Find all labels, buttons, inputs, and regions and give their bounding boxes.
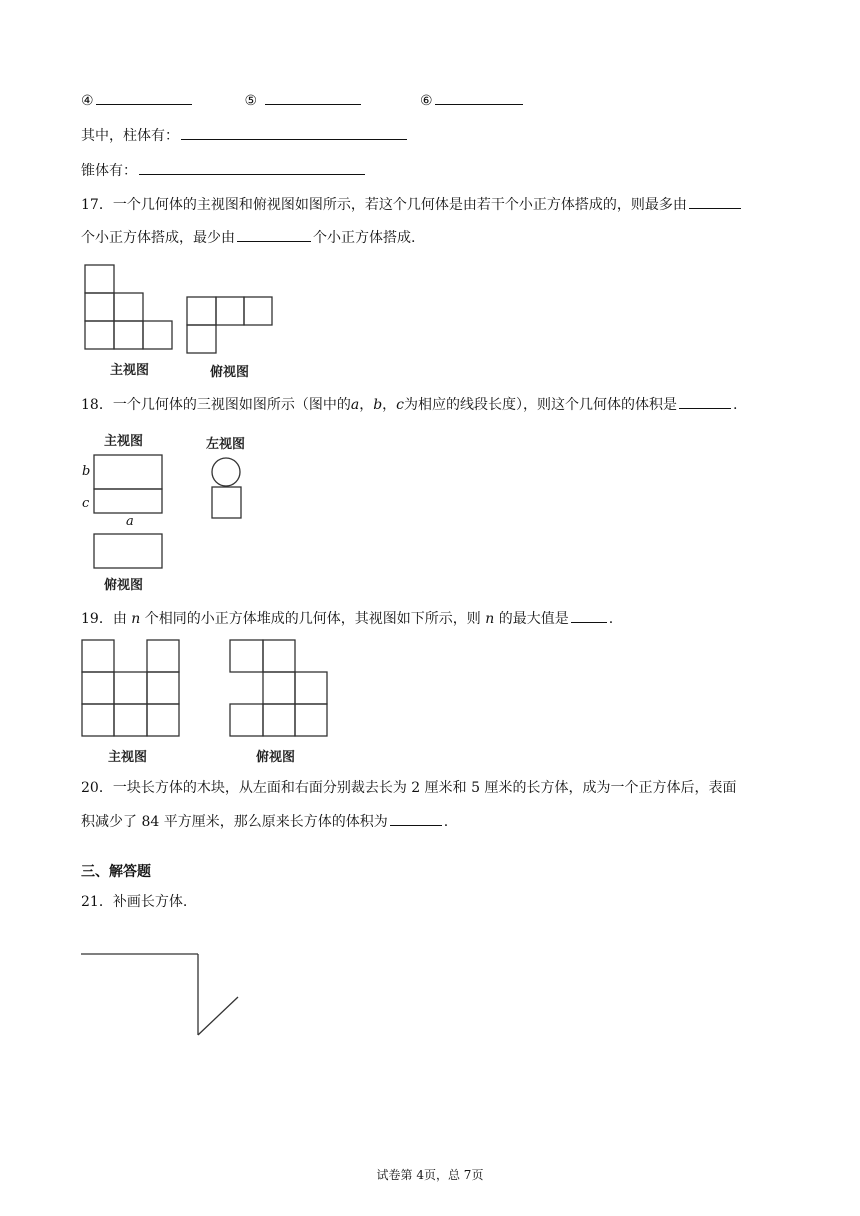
q17-top-view [186, 296, 276, 356]
item-6-label: ⑥ [419, 93, 433, 109]
q19-var-n: n [131, 611, 141, 627]
q18-var-c: c [396, 397, 404, 413]
q18-caption-front: 主视图 [104, 434, 144, 449]
q17-caption-front: 主视图 [110, 363, 150, 378]
q17-line-2 [81, 227, 415, 248]
q21-line [81, 892, 187, 912]
q20-end: . [443, 814, 449, 830]
q20-number: 20． [81, 780, 113, 796]
q17-caption-top: 俯视图 [210, 365, 250, 380]
q17-text-3: 个小正方体搭成. [313, 230, 416, 246]
q21-partial-cuboid-drawing[interactable] [80, 952, 242, 1038]
item-5-label: ⑤ [244, 93, 258, 109]
q18-var-a: a [350, 397, 360, 413]
item-4-label: ④ [81, 93, 94, 109]
q18-text-1: 一个几何体的三视图如图所示（图中的 [112, 397, 351, 413]
q18-line [81, 394, 737, 415]
q17-blank-max[interactable] [689, 194, 741, 209]
q18-label-c: c [82, 496, 90, 511]
cone-blank[interactable] [139, 160, 365, 175]
q19-end: . [608, 611, 614, 627]
cone-row [81, 160, 367, 181]
q17-front-view [84, 264, 176, 354]
q19-caption-front: 主视图 [108, 750, 148, 765]
q19-number: 19． [81, 611, 113, 627]
q19-text-2: 个相同的小正方体堆成的几何体，其视图如下所示，则 [144, 611, 481, 627]
answer-row-4-6 [81, 90, 525, 111]
q17-line-1 [81, 194, 743, 215]
section-3-heading: 三、解答题 [81, 864, 151, 880]
item-5-blank[interactable] [265, 90, 361, 105]
q19-var-n-2: n [485, 611, 495, 627]
prism-blank[interactable] [181, 125, 407, 140]
q17-text-2: 个小正方体搭成，最少由 [81, 230, 235, 246]
q17-number: 17． [81, 197, 113, 213]
q20-text-2: 积减少了 84 平方厘米，那么原来长方体的体积为 [81, 814, 388, 830]
q18-label-a: a [126, 514, 134, 529]
q18-blank[interactable] [679, 394, 731, 409]
q18-text-2: 为相应的线段长度），则这个几何体的体积是 [404, 397, 677, 413]
q21-number: 21． [81, 894, 113, 910]
q18-caption-top: 俯视图 [104, 578, 144, 593]
q19-text-3: 的最大值是 [498, 611, 569, 627]
q19-front-view [81, 639, 181, 737]
q19-text-1: 由 [112, 611, 127, 627]
q18-top-view [93, 533, 165, 569]
q18-var-b: b [373, 397, 383, 413]
page-footer: 试卷第 4页，总 7页 [376, 1168, 484, 1182]
q19-caption-top: 俯视图 [256, 750, 296, 765]
q20-text-1: 一块长方体的木块，从左面和右面分别裁去长为 2 厘米和 5 厘米的长方体，成为一个正方体后，表面 [112, 780, 737, 796]
q17-blank-min[interactable] [237, 227, 311, 242]
q18-end: . [733, 397, 738, 413]
q18-sep-2: ， [382, 397, 397, 413]
q20-line-1 [81, 778, 736, 798]
q20-line-2 [81, 811, 448, 832]
q21-text: 补画长方体. [112, 894, 188, 910]
q19-line [81, 608, 613, 629]
q19-blank[interactable] [571, 608, 607, 623]
q18-label-b: b [82, 464, 91, 479]
q18-sep-1: ， [359, 397, 374, 413]
item-4-blank[interactable] [96, 90, 192, 105]
q18-number: 18． [81, 397, 113, 413]
cone-label: 锥体有： [81, 163, 137, 179]
q18-front-view [93, 454, 165, 516]
q18-caption-left: 左视图 [206, 437, 246, 452]
item-6-blank[interactable] [435, 90, 523, 105]
q18-left-view [210, 457, 246, 521]
prism-row [81, 125, 409, 146]
q20-blank[interactable] [390, 811, 442, 826]
q17-text-1: 一个几何体的主视图和俯视图如图所示，若这个几何体是由若干个小正方体搭成的，则最多由 [112, 197, 687, 213]
q19-top-view [229, 639, 329, 737]
prism-label: 其中，柱体有： [81, 128, 179, 144]
